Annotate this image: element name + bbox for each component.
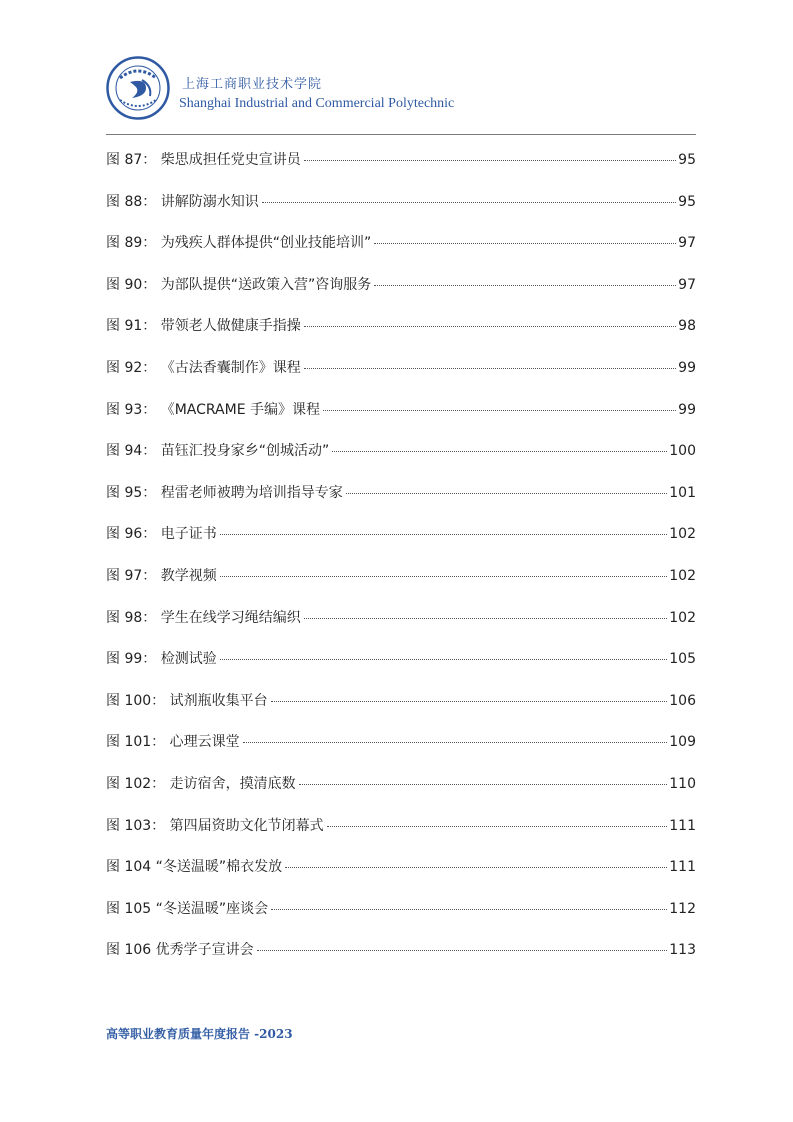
toc-entry-label: 图 96： 电子证书: [106, 526, 217, 543]
toc-entry-page: 106: [669, 692, 696, 709]
toc-entry-page: 109: [669, 734, 696, 751]
header-divider: [106, 134, 696, 135]
toc-entry-label: 图 92： 《古法香囊制作》课程: [106, 359, 301, 376]
toc-entry[interactable]: [106, 856, 696, 898]
toc-entry-page: 111: [669, 817, 696, 834]
toc-entry[interactable]: [106, 399, 696, 441]
dot-leader: [304, 326, 676, 327]
dot-leader: [220, 576, 668, 577]
toc-entry[interactable]: [106, 149, 696, 191]
toc-entry-label: 图 101： 心理云课堂: [106, 734, 240, 751]
toc-entry-page: 100: [669, 443, 696, 460]
dot-leader: [346, 493, 668, 494]
toc-entry[interactable]: [106, 898, 696, 940]
toc-entry[interactable]: [106, 191, 696, 233]
toc-entry[interactable]: [106, 482, 696, 524]
toc-entry-page: 95: [678, 193, 696, 210]
school-name-en: Shanghai Industrial and Commercial Polytechnic: [179, 96, 455, 111]
toc-entry-label: 图 90： 为部队提供“送政策入营”咨询服务: [106, 276, 372, 293]
toc-entry-label: 图 98： 学生在线学习绳结编织: [106, 609, 301, 626]
toc-entry[interactable]: [106, 648, 696, 690]
dot-leader: [374, 285, 676, 286]
toc-entry[interactable]: [106, 523, 696, 565]
toc-entry-page: 99: [678, 401, 696, 418]
toc-entry-page: 105: [669, 651, 696, 668]
dot-leader: [257, 950, 668, 951]
toc-entry-page: 111: [669, 859, 696, 876]
page-header: [106, 56, 696, 136]
toc-entry[interactable]: [106, 690, 696, 732]
dot-leader: [285, 867, 667, 868]
dot-leader: [374, 243, 676, 244]
toc-entry-label: 图 99： 检测试验: [106, 651, 217, 668]
toc-entry-page: 113: [669, 942, 696, 959]
toc-entry-label: 图 87： 柴思成担任党史宣讲员: [106, 152, 301, 168]
toc-entry[interactable]: [106, 315, 696, 357]
toc-entry-label: 图 89： 为残疾人群体提供“创业技能培训”: [106, 235, 372, 252]
toc-entry-page: 102: [669, 567, 696, 584]
dot-leader: [327, 826, 668, 827]
toc-entry-label: 图 91： 带领老人做健康手指操: [106, 318, 301, 335]
toc-entry-page: 98: [678, 318, 696, 335]
toc-entry-page: 101: [669, 484, 696, 501]
dot-leader: [304, 368, 676, 369]
toc-entry-page: 102: [669, 526, 696, 543]
dot-leader: [271, 701, 668, 702]
toc-entry[interactable]: [106, 815, 696, 857]
school-name-cn: 上海工商职业技术学院: [182, 77, 323, 92]
toc-entry[interactable]: [106, 731, 696, 773]
toc-entry-label: 图 106 优秀学子宣讲会: [106, 942, 254, 959]
toc-entry-page: 112: [669, 900, 696, 917]
figure-list: [106, 149, 696, 981]
toc-entry[interactable]: [106, 773, 696, 815]
toc-entry[interactable]: [106, 939, 696, 981]
dot-leader: [262, 202, 676, 203]
school-seal-icon: [106, 56, 170, 120]
dot-leader: [243, 742, 668, 743]
toc-entry-label: 图 94： 苗钰汇投身家乡“创城活动”: [106, 443, 330, 460]
toc-entry-label: 图 103： 第四届资助文化节闭幕式: [106, 817, 324, 834]
toc-entry[interactable]: [106, 357, 696, 399]
dot-leader: [323, 410, 676, 411]
toc-entry-page: 97: [678, 235, 696, 252]
toc-entry-page: 95: [678, 152, 696, 168]
dot-leader: [220, 659, 668, 660]
dot-leader: [299, 784, 668, 785]
dot-leader: [304, 618, 668, 619]
toc-entry-label: 图 105 “冬送温暖”座谈会: [106, 900, 269, 917]
toc-entry-page: 110: [669, 775, 696, 792]
toc-entry-label: 图 104 “冬送温暖”棉衣发放: [106, 859, 283, 876]
toc-entry[interactable]: [106, 232, 696, 274]
toc-entry[interactable]: [106, 607, 696, 649]
toc-entry-label: 图 102： 走访宿舍，摸清底数: [106, 775, 296, 792]
toc-entry-label: 图 88： 讲解防溺水知识: [106, 193, 259, 210]
toc-entry[interactable]: [106, 440, 696, 482]
toc-entry[interactable]: [106, 565, 696, 607]
toc-entry-label: 图 95： 程雷老师被聘为培训指导专家: [106, 484, 343, 501]
toc-entry[interactable]: [106, 274, 696, 316]
toc-entry-page: 99: [678, 359, 696, 376]
toc-entry-label: 图 93： 《MACRAME 手编》课程: [106, 401, 321, 418]
toc-entry-label: 图 97： 教学视频: [106, 567, 217, 584]
footer-report-title: 高等职业教育质量年度报告 -2023: [106, 1027, 293, 1041]
toc-entry-page: 102: [669, 609, 696, 626]
toc-entry-page: 97: [678, 276, 696, 293]
dot-leader: [271, 909, 667, 910]
dot-leader: [332, 451, 667, 452]
toc-entry-label: 图 100： 试剂瓶收集平台: [106, 692, 268, 709]
dot-leader: [220, 534, 668, 535]
dot-leader: [304, 160, 676, 161]
